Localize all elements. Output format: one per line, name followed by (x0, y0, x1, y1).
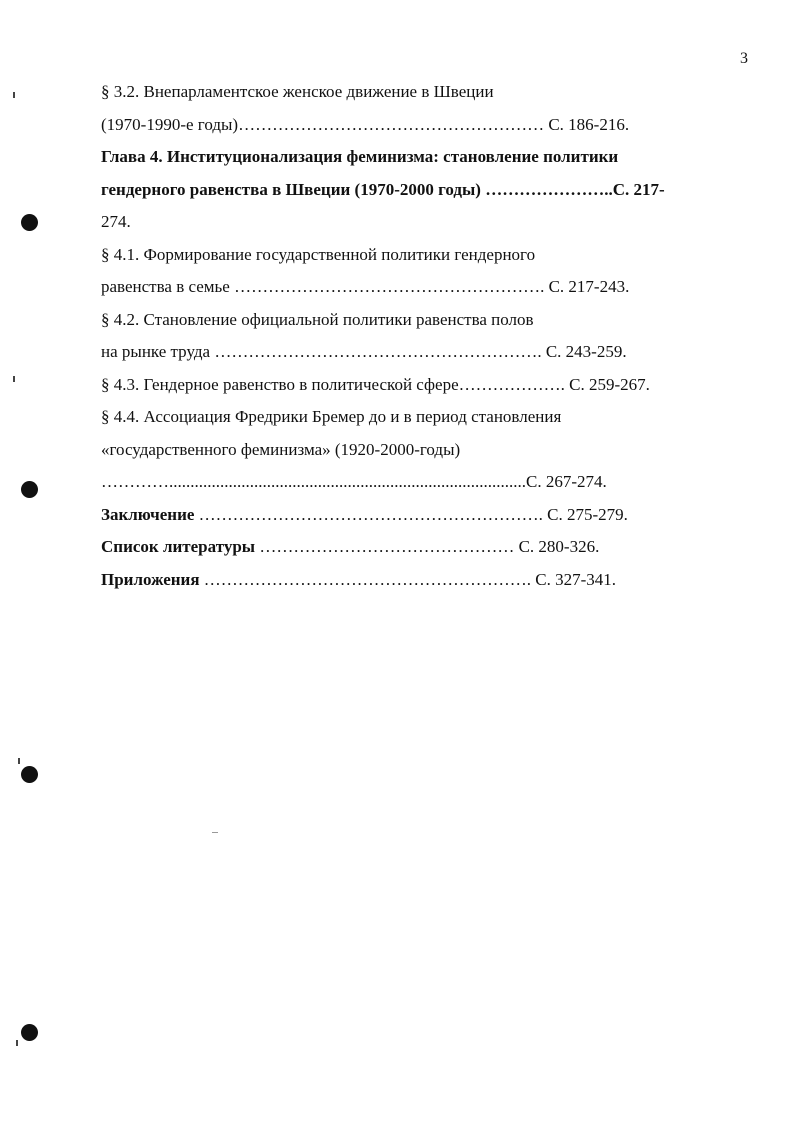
punch-hole (21, 481, 38, 498)
toc-label: Список литературы (101, 537, 256, 556)
scan-speck (13, 376, 15, 382)
toc-line: § 4.1. Формирование государственной политики гендерного (101, 245, 536, 264)
toc-line-references (101, 535, 599, 559)
toc-line: § 4.4. Ассоциация Фредрики Бремер до и в период становления (101, 407, 562, 426)
toc-leader-page: …………………………………………………. С. 327-341. (199, 570, 617, 589)
toc-line: § 3.2. Внепарламентское женское движение в Швеции (101, 82, 494, 101)
toc-line: (1970-1990-е годы)……………………………………………… С. 186-216. (101, 115, 630, 134)
punch-hole (21, 1024, 38, 1041)
toc-line: § 4.3. Гендерное равенство в политической сфере………………. С. 259-267. (101, 375, 650, 394)
scan-speck (212, 832, 218, 833)
page-number: 3 (740, 50, 748, 67)
scan-speck (18, 758, 20, 764)
toc-line: равенства в семье ………………………………………………. С. 217-243. (101, 277, 630, 296)
chapter-heading: Глава 4. Институционализация феминизма: становление политики (101, 147, 619, 166)
toc-line: на рынке труда …………………………………………………. С. 243-259. (101, 342, 627, 361)
toc-line: «государственного феминизма» (1920-2000-годы) (101, 440, 461, 459)
punch-hole (21, 214, 38, 231)
toc-leader-page: ……………………………………… С. 280-326. (255, 537, 600, 556)
toc-line-conclusion (101, 503, 628, 527)
chapter-heading: гендерного равенства в Швеции (1970-2000 годы) …………………..С. 217- (101, 180, 665, 199)
scan-speck (16, 1040, 18, 1046)
toc-line: § 4.2. Становление официальной политики равенства полов (101, 310, 534, 329)
toc-line: 274. (101, 212, 131, 231)
scan-speck (13, 92, 15, 98)
toc-line: …………....................................................................................С. 267-274. (101, 472, 607, 491)
punch-hole (21, 766, 38, 783)
toc-label: Приложения (101, 570, 200, 589)
toc-leader-page: ……………………………………………………. С. 275-279. (194, 505, 628, 524)
toc-label: Заключение (101, 505, 195, 524)
toc-line-appendices (101, 568, 616, 592)
